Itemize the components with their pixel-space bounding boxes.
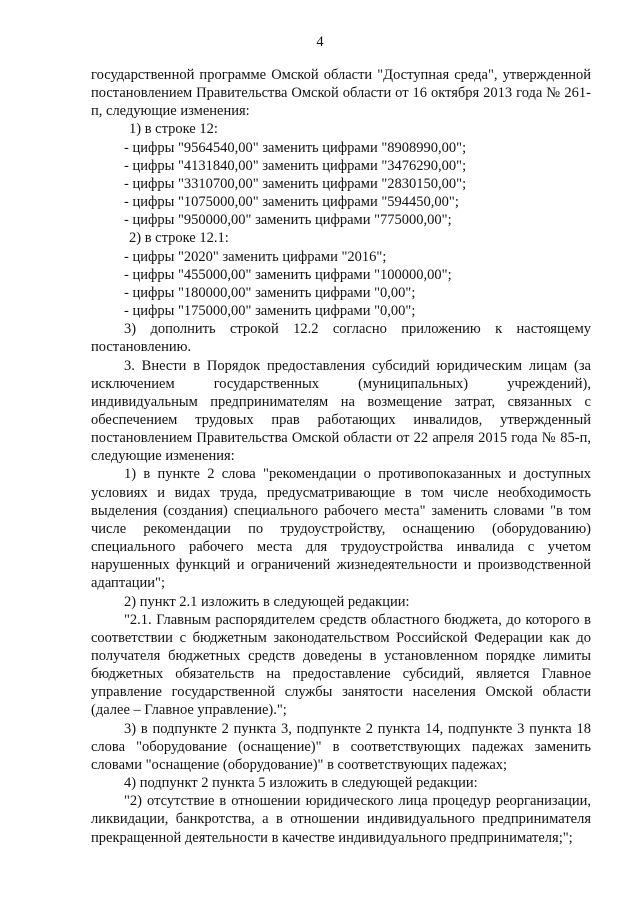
paragraph-section-3: 3. Внести в Порядок предоставления субсидий юридическим лицам (за исключением государственных (муниципальных) учреждений), индивидуальным предпринимателям на возмещение затрат, связанных с обеспечением трудовых прав работающих инвалидов, утвержденный постановлением Правительства Омской области от 22 апреля 2015 года № 85-п, следующие изменения: [91,357,591,465]
paragraph-add-row-12-2: 3) дополнить строкой 12.2 согласно приложению к настоящему постановлению. [91,321,591,356]
replacement-line: - цифры "2020" заменить цифрами "2016"; [124,248,387,265]
item-row-12-heading: 1) в строке 12: [129,121,218,138]
replacement-line: - цифры "180000,00" заменить цифрами "0,00"; [124,284,416,301]
document-body [91,66,591,847]
replacement-line: - цифры "9564540,00" заменить цифрами "8908990,00"; [124,139,467,156]
replacement-line: - цифры "175000,00" заменить цифрами "0,00"; [124,303,416,320]
paragraph-item-1: 1) в пункте 2 слова "рекомендации о противопоказанных и доступных условиях и видах труда, предусматривающие в том числе необходимость выделения (создания) специального рабочего места" заменить словами "в том числе рекомендации по трудоустройству, оснащению (оборудованию) специального рабочего места для трудоустройства инвалида с учетом нарушенных функций и ограничений жизнедеятельности и производственной адаптации"; [91,466,591,592]
paragraph-item-4-text: "2) отсутствие в отношении юридического лица процедур реорганизации, ликвидации, банкротства, а в отношении индивидуального предпринимателя прекращенной деятельности в качестве индивидуального предпринимателя;"; [91,793,591,846]
replacement-line: - цифры "3310700,00" заменить цифрами "2830150,00"; [124,175,467,192]
replacement-line: - цифры "455000,00" заменить цифрами "100000,00"; [124,266,452,283]
page-number: 4 [316,34,324,50]
paragraph-item-3: 3) в подпункте 2 пункта 3, подпункте 2 пункта 14, подпункте 3 пункта 18 слова "оборудование (оснащение)" в соответствующих падежах заменить словами "оснащение (оборудование)" в соответствующих падежах; [91,720,591,773]
paragraph-intro: государственной программе Омской области "Доступная среда", утвержденной постановлением Правительства Омской области от 16 октября 2013 года № 261-п, следующие изменения: [91,67,591,120]
paragraph-item-2-1: "2.1. Главным распорядителем средств областного бюджета, до которого в соответствии с бюджетным законодательством Российской Федерации как до получателя бюджетных средств доведены в установленном порядке лимиты бюджетных обязательств на предоставление субсидий, является Главное управление государственной службы занятости населения Омской области (далее – Главное управление)."; [91,611,591,719]
replacement-line: - цифры "950000,00" заменить цифрами "775000,00"; [124,212,452,229]
paragraph-item-4-heading: 4) подпункт 2 пункта 5 изложить в следующей редакции: [124,775,478,792]
paragraph-item-2-heading: 2) пункт 2.1 изложить в следующей редакции: [124,593,410,610]
replacement-line: - цифры "4131840,00" заменить цифрами "3476290,00"; [124,157,467,174]
item-row-12-1-heading: 2) в строке 12.1: [129,230,229,247]
replacement-line: - цифры "1075000,00" заменить цифрами "594450,00"; [124,194,459,211]
